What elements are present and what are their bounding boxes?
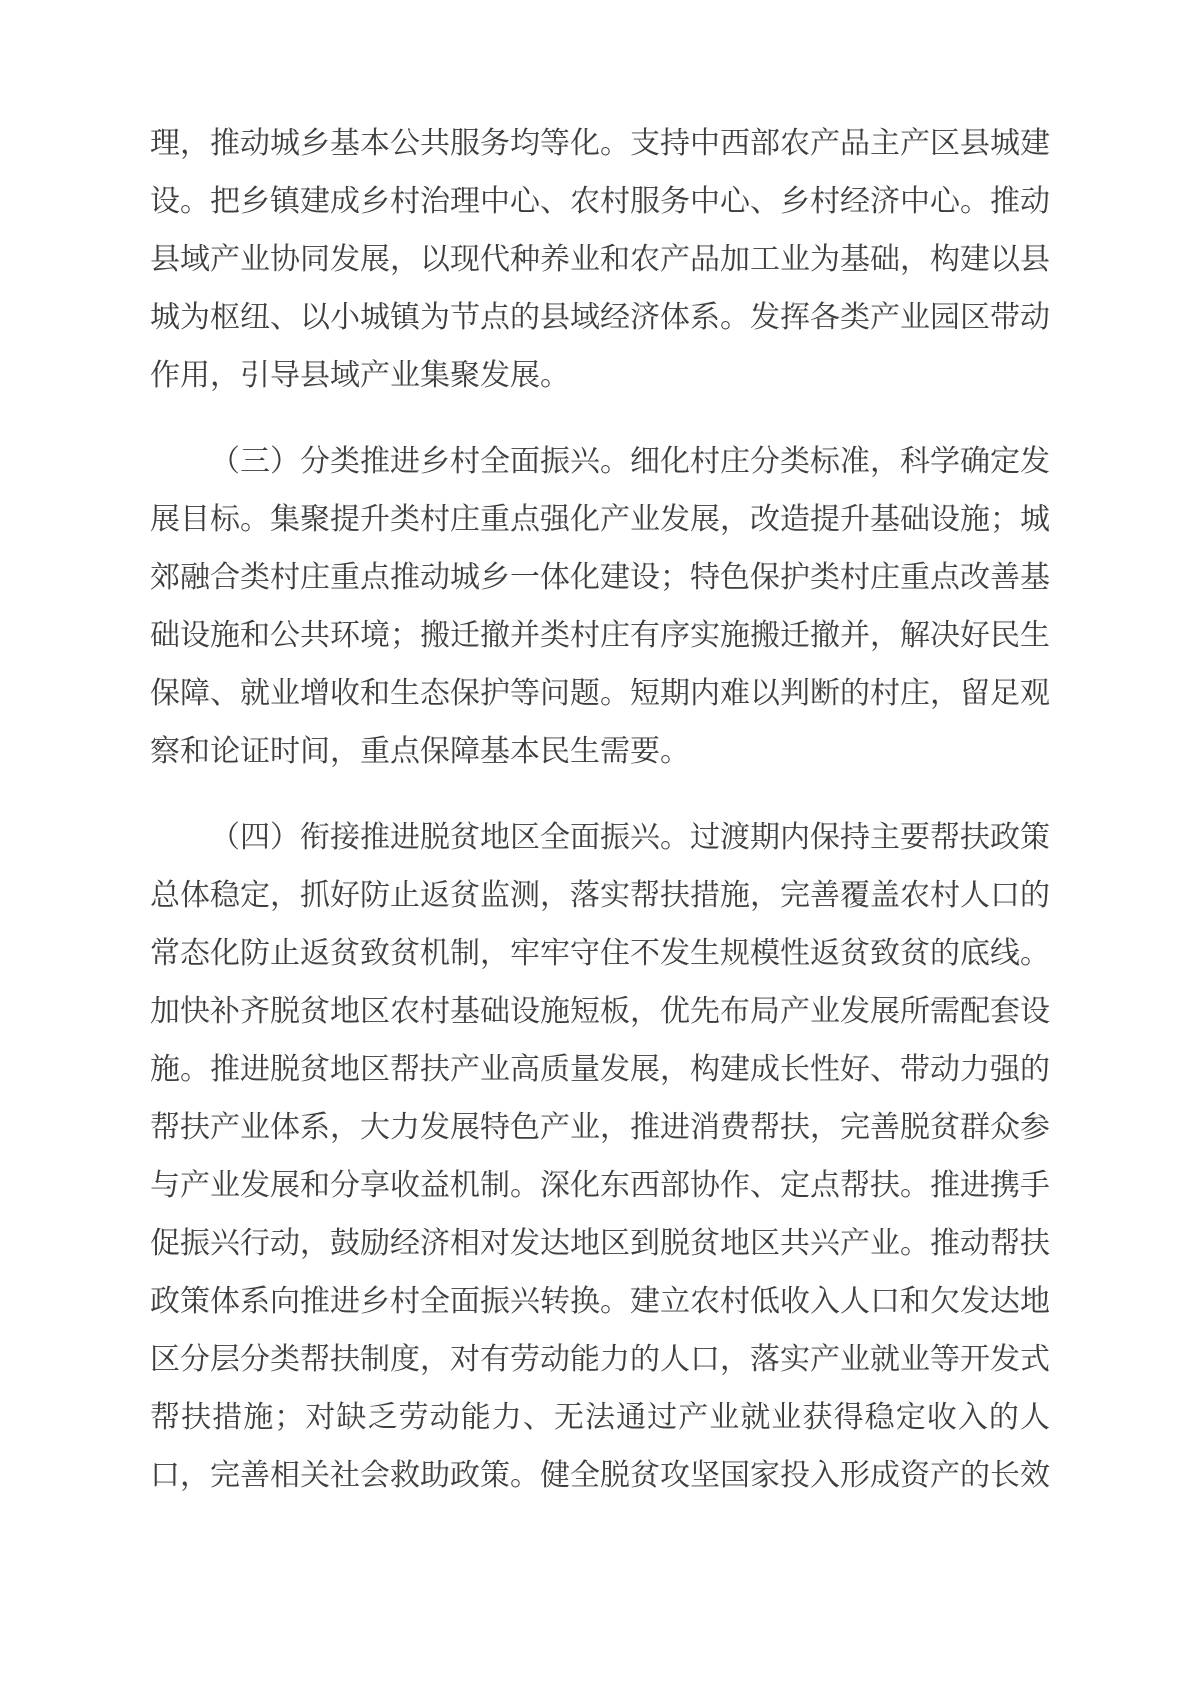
text-line: 城为枢纽、以小城镇为节点的县域经济体系。发挥各类产业园区带动 <box>150 301 1050 334</box>
text-line: 理，推动城乡基本公共服务均等化。支持中西部农产品主产区县城建 <box>150 127 1050 160</box>
text-line: 察和论证时间，重点保障基本民生需要。 <box>150 735 690 768</box>
text-line: 础设施和公共环境；搬迁撤并类村庄有序实施搬迁撤并，解决好民生 <box>150 619 1050 652</box>
text-line: 加快补齐脱贫地区农村基础设施短板，优先布局产业发展所需配套设 <box>150 995 1050 1028</box>
text-line: 与产业发展和分享收益机制。深化东西部协作、定点帮扶。推进携手 <box>150 1169 1050 1202</box>
text-line: 政策体系向推进乡村全面振兴转换。建立农村低收入人口和欠发达地 <box>150 1285 1050 1318</box>
text-line: 施。推进脱贫地区帮扶产业高质量发展，构建成长性好、带动力强的 <box>150 1053 1050 1086</box>
text-line: 设。把乡镇建成乡村治理中心、农村服务中心、乡村经济中心。推动 <box>150 185 1050 218</box>
text-line: 郊融合类村庄重点推动城乡一体化建设；特色保护类村庄重点改善基 <box>150 561 1050 594</box>
text-line: （四）衔接推进脱贫地区全面振兴。过渡期内保持主要帮扶政策 <box>210 821 1050 854</box>
text-line: 区分层分类帮扶制度，对有劳动能力的人口，落实产业就业等开发式 <box>150 1343 1050 1376</box>
text-line: 县域产业协同发展，以现代种养业和农产品加工业为基础，构建以县 <box>150 243 1050 276</box>
text-line: 常态化防止返贫致贫机制，牢牢守住不发生规模性返贫致贫的底线。 <box>150 937 1050 970</box>
paragraph-section-three-village-classification <box>150 433 1050 781</box>
document-text-block <box>150 115 1050 1505</box>
paragraph-section-four-poverty-alleviation <box>150 809 1050 1505</box>
text-line: 展目标。集聚提升类村庄重点强化产业发展，改造提升基础设施；城 <box>150 503 1050 536</box>
text-line: 口，完善相关社会救助政策。健全脱贫攻坚国家投入形成资产的长效 <box>150 1459 1050 1492</box>
text-line: 帮扶措施；对缺乏劳动能力、无法通过产业就业获得稳定收入的人 <box>150 1401 1050 1434</box>
text-line: 总体稳定，抓好防止返贫监测，落实帮扶措施，完善覆盖农村人口的 <box>150 879 1050 912</box>
text-line: （三）分类推进乡村全面振兴。细化村庄分类标准，科学确定发 <box>210 445 1050 478</box>
paragraph-county-economy <box>150 115 1050 405</box>
text-line: 作用，引导县域产业集聚发展。 <box>150 359 570 392</box>
text-line: 促振兴行动，鼓励经济相对发达地区到脱贫地区共兴产业。推动帮扶 <box>150 1227 1050 1260</box>
text-line: 保障、就业增收和生态保护等问题。短期内难以判断的村庄，留足观 <box>150 677 1050 710</box>
text-line: 帮扶产业体系，大力发展特色产业，推进消费帮扶，完善脱贫群众参 <box>150 1111 1050 1144</box>
